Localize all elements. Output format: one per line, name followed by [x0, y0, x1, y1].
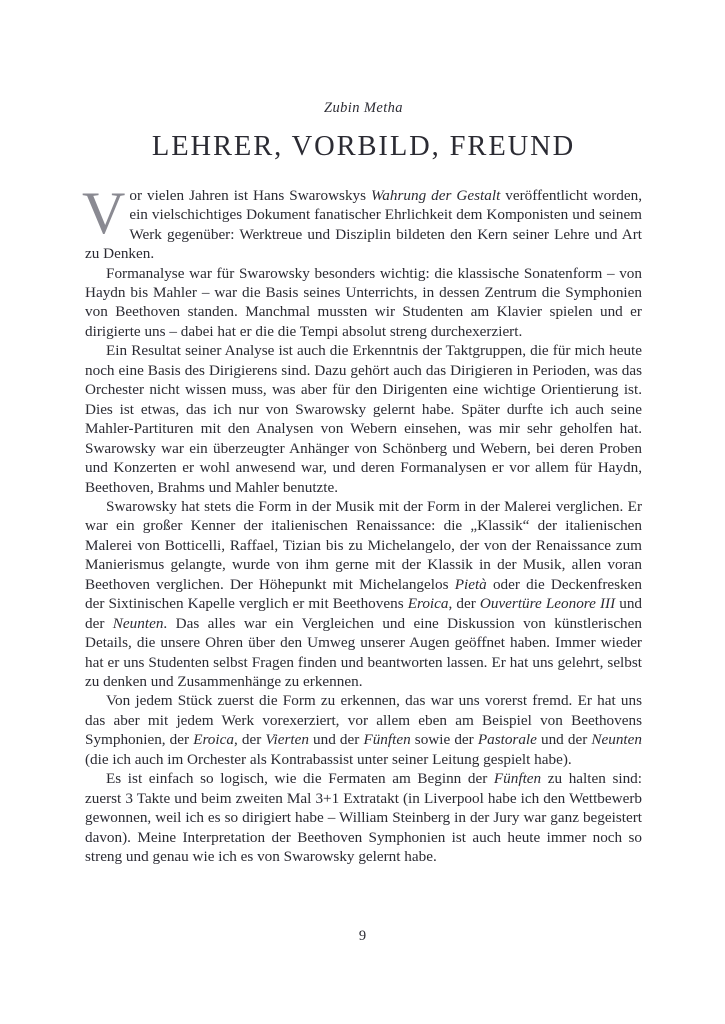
work-title-eroica-2: Eroica	[193, 731, 234, 749]
paragraph-5-text-6: (die ich auch im Orchester als Kontrabassist unter seiner Leitung gespielt habe).	[85, 750, 572, 768]
paragraph-4-text-5: . Das alles war ein Vergleichen und eine Diskussion von künstlerischen Details, die unsere Ohren über den Umweg unserer Augen geöffnet haben. Immer wieder hat er uns Studenten selbst Fragen finden und beantworten lassen. Er hat uns gelehrt, selbst zu denken und Zusammenhänge zu erkennen.	[85, 614, 642, 691]
paragraph-4-text-4: und der	[85, 595, 643, 632]
paragraph-2: Formanalyse war für Swarowsky besonders wichtig: die klassische Sonatenform – von Haydn bis Mahler – war die Basis seines Unterrichts, in dessen Zentrum die Symphonien von Beethoven standen. Manchmal mussten wir Studenten am Klavier spielen und er dirigierte uns – dabei hat er die die Tempi absolut streng durchexerziert.	[85, 264, 642, 340]
paragraph-5-text-5: und der	[536, 731, 592, 749]
paragraph-4	[85, 497, 642, 692]
paragraph-3: Ein Resultat seiner Analyse ist auch die Erkenntnis der Taktgruppen, die für mich heute noch eine Basis des Dirigierens sind. Dazu gehört auch das Dirigieren in Perioden, was das Orchester nicht wissen muss, was aber für den Dirigenten eine wichtige Orientierung ist. Dies ist etwas, das ich nur von Swarowsky gelernt habe. Später durfte ich auch seine Mahler-Partituren mit den Analysen von Webern einsehen, was mir sehr geholfen hat. Swarowsky war ein überzeugter Anhänger von Schönberg und Webern, bei deren Proben und Konzerten er wohl anwesend war, und deren Formanalysen er vor allem für Haydn, Beethoven, Brahms und Mahler benutzte.	[85, 342, 642, 496]
paragraph-1-text-2: veröffentlicht worden, ein vielschichtiges Dokument fanatischer Ehrlichkeit dem Komponisten und seinem Werk gegenüber: Werktreue und Disziplin bildeten den Kern seiner Lehre und Art zu Denken.	[85, 186, 642, 263]
paragraph-1-text-1: or vielen Jahren ist Hans Swarowskys	[129, 186, 372, 204]
paragraph-5-text-2: , der	[233, 731, 266, 749]
paragraph-5-text-1: Von jedem Stück zuerst die Form zu erkennen, das war uns vorerst fremd. Er hat uns das aber mit jedem Werk vorexerziert, vor allem eben am Beispiel von Beethovens Symphonien, der	[85, 692, 642, 749]
paragraph-6-text-2: zu halten sind: zuerst 3 Takte und beim zweiten Mal 3+1 Extratakt (in Liverpool habe ich den Wettbewerb gewonnen, weil ich es so dirigiert habe – William Steinberg in der Jury war ganz begeistert davon). Meine Interpretation der Beethoven Symphonien ist auch heute immer noch so streng und genau wie ich es von Swarowsky gelernt habe.	[85, 770, 642, 866]
work-title-wahrung-der-gestalt: Wahrung der Gestalt	[371, 186, 501, 204]
paragraph-4-text-3: , der	[448, 595, 480, 613]
work-title-vierten: Vierten	[265, 731, 309, 749]
paragraph-5-text-3: und der	[308, 731, 364, 749]
page-number: 9	[358, 928, 367, 944]
paragraph-1	[82, 179, 642, 264]
page-content	[82, 0, 643, 867]
paragraph-5	[85, 691, 642, 769]
paragraph-6	[85, 769, 642, 866]
paragraph-6-text-1: Es ist einfach so logisch, wie die Fermaten am Beginn der	[106, 770, 494, 788]
work-title-neunten: Neunten	[112, 614, 164, 632]
work-title-fuenften: Fünften	[363, 731, 411, 749]
work-title-pastorale: Pastorale	[477, 731, 537, 749]
work-title-pieta: Pietà	[454, 575, 487, 593]
paragraph-5-text-4: sowie der	[410, 731, 478, 749]
paragraph-4-text-2: oder die Deckenfresken der Sixtinischen Kapelle verglich er mit Beethovens	[85, 575, 642, 613]
work-title-ouvertuere-leonore-iii: Ouvertüre Leonore III	[479, 595, 616, 613]
author-byline: Zubin Metha	[324, 100, 403, 116]
drop-cap: V	[82, 179, 126, 246]
page-title: LEHRER, VORBILD, FREUND	[151, 130, 576, 162]
article-body	[82, 179, 643, 867]
work-title-neunten-2: Neunten	[591, 731, 642, 749]
work-title-fuenften-2: Fünften	[493, 770, 542, 788]
work-title-eroica: Eroica	[407, 595, 449, 613]
paragraph-4-text-1: Swarowsky hat stets die Form in der Musik mit der Form in der Malerei verglichen. Er war ein großer Kenner der italienischen Renaissance: die „Klassik“ der italienischen Malerei von Botticelli, Raffael, Tizian bis zu Michelangelo, der von der Renaissance zum Manierismus gelangte, wurde von ihm gerne mit der Klassik in der Musik, allen voran Beethoven verglichen. Der Höhepunkt mit Michelangelos	[85, 497, 642, 593]
